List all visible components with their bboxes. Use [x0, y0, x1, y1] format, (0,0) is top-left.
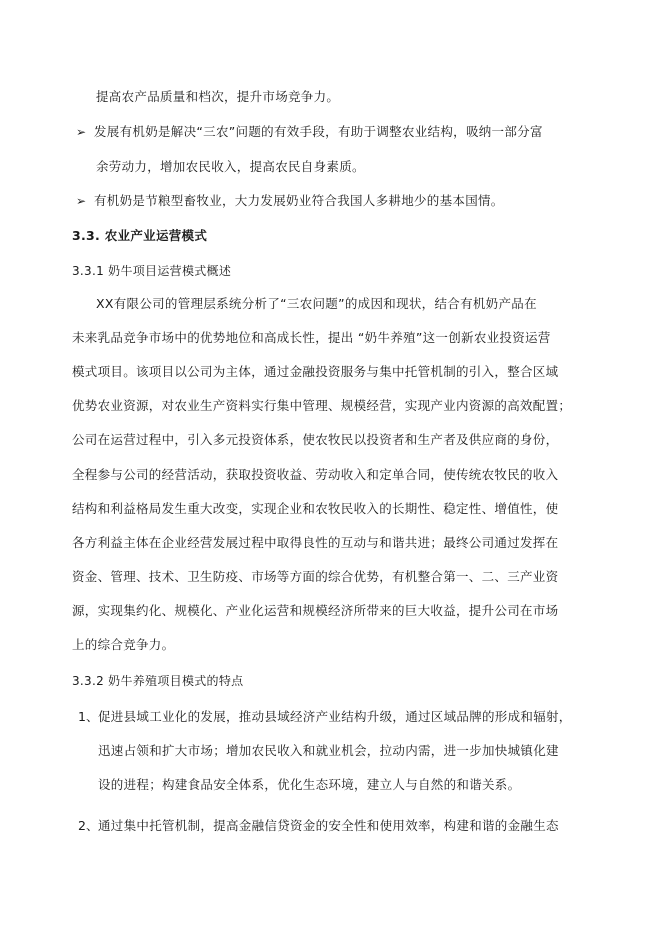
- bullet-arrow-icon: ➢: [76, 125, 87, 139]
- bullet-2-line-1: 有机奶是节粮型畜牧业，大力发展奶业符合我国人多耕地少的基本国情。: [94, 193, 504, 208]
- list-item-line: 通过集中托管机制，提高金融信贷资金的安全性和使用效率，构建和谐的金融生态: [98, 818, 559, 833]
- section-heading: 3.3. 农业产业运营模式: [72, 228, 208, 243]
- paragraph-line: XX有限公司的管理层系统分析了“三农问题”的成因和现状，结合有机奶产品在: [96, 296, 537, 311]
- paragraph-line: 源，实现集约化、规模化、产业化运营和规模经济所带来的巨大收益，提升公司在市场: [72, 603, 559, 618]
- list-item-line: 迅速占领和扩大市场；增加农民收入和就业机会，拉动内需，进一步加快城镇化建: [98, 743, 559, 758]
- paragraph-line: 结构和利益格局发生重大改变，实现企业和农牧民收入的长期性、稳定性、增值性，使: [72, 501, 559, 516]
- bullet-arrow-icon: ➢: [76, 194, 87, 208]
- subsection-2-heading: 3.3.2 奶牛养殖项目模式的特点: [72, 674, 244, 688]
- paragraph-line: 公司在运营过程中，引入多元投资体系，使农牧民以投资者和生产者及供应商的身份，: [72, 432, 559, 447]
- list-item-number: 2、: [78, 818, 99, 833]
- paragraph-line: 未来乳品竞争市场中的优势地位和高成长性，提出 “奶牛养殖”这一创新农业投资运营: [72, 330, 551, 345]
- bullet-1-line-1: 发展有机奶是解决“三农”问题的有效手段，有助于调整农业结构，吸纳一部分富: [94, 124, 543, 139]
- list-item-line: 设的进程；构建食品安全体系，优化生态环境，建立人与自然的和谐关系。: [98, 777, 521, 792]
- continuation-line: 提高农产品质量和档次，提升市场竞争力。: [96, 89, 340, 104]
- paragraph-line: 各方利益主体在企业经营发展过程中取得良性的互动与和谐共进；最终公司通过发挥在: [72, 535, 559, 550]
- bullet-1-line-2: 余劳动力，增加农民收入，提高农民自身素质。: [96, 159, 365, 174]
- paragraph-line: 上的综合竞争力。: [72, 637, 175, 652]
- subsection-1-heading: 3.3.1 奶牛项目运营模式概述: [72, 264, 232, 278]
- paragraph-line: 模式项目。该项目以公司为主体，通过金融投资服务与集中托管机制的引入，整合区域: [72, 364, 559, 379]
- paragraph-line: 优势农业资源，对农业生产资料实行集中管理、规模经营，实现产业内资源的高效配置；: [72, 398, 572, 413]
- paragraph-line: 资金、管理、技术、卫生防疫、市场等方面的综合优势，有机整合第一、二、三产业资: [72, 569, 559, 584]
- paragraph-line: 全程参与公司的经营活动，获取投资收益、劳动收入和定单合同，使传统农牧民的收入: [72, 467, 559, 482]
- list-item-number: 1、: [78, 709, 99, 724]
- list-item-line: 促进县域工业化的发展，推动县域经济产业结构升级，通过区域品牌的形成和辐射，: [98, 709, 572, 724]
